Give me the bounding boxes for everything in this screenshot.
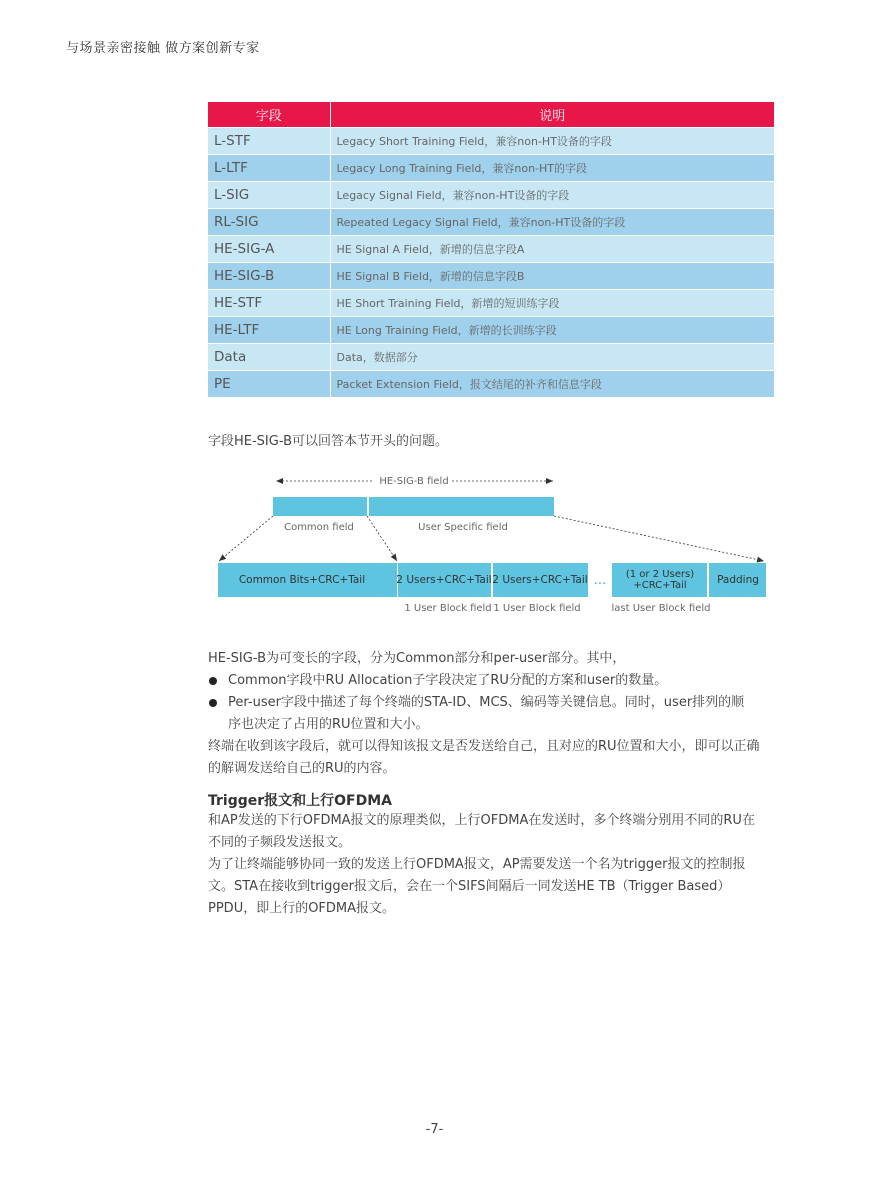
last-user-block-field-label: last User Block field [611, 603, 711, 614]
expand-line-left [219, 516, 273, 561]
padding-label: Padding [717, 574, 759, 586]
field-description: Packet Extension Field，报文结尾的补齐和信息字段 [330, 371, 775, 398]
page-number: -7- [425, 1122, 444, 1137]
ellipsis-mark: ... [593, 573, 607, 588]
user-block-1-label: 2 Users+CRC+Tail [396, 574, 492, 586]
he-sig-b-explanation [208, 648, 778, 780]
bullet-text: Common字段中RU Allocation子字段决定了RU分配的方案和user的数量。 [228, 673, 668, 688]
field-description: HE Long Training Field，新增的长训练字段 [330, 317, 775, 344]
common-field-box [273, 497, 367, 516]
field-name: L-SIG [208, 182, 330, 209]
column-header-field: 字段 [208, 102, 330, 128]
expand-line-middle [367, 516, 397, 561]
user-specific-field-box [369, 497, 554, 516]
field-name: L-LTF [208, 155, 330, 182]
user-block-field-label-2: 1 User Block field [493, 603, 581, 614]
he-sig-b-field-label: HE-SIG-B field [379, 476, 449, 487]
section-title: Trigger报文和上行OFDMA [208, 793, 393, 809]
common-bits-label: Common Bits+CRC+Tail [238, 574, 366, 586]
bullet-item [208, 692, 778, 714]
expand-line-right [554, 516, 764, 561]
last-block-label-line2: +CRC+Tail [633, 580, 687, 591]
bullet-dot-icon [209, 677, 217, 685]
paragraph-line: 和AP发送的下行OFDMA报文的原理类似，上行OFDMA在发送时，多个终端分别用不同的RU在 [208, 813, 755, 828]
field-description: Repeated Legacy Signal Field，兼容non-HT设备的字段 [330, 209, 775, 236]
paragraph-line: PPDU，即上行的OFDMA报文。 [208, 901, 396, 916]
paragraph-line: 文。STA在接收到trigger报文后，会在一个SIFS间隔后一同发送HE TB（Trigger Based） [208, 879, 731, 894]
field-name: HE-STF [208, 290, 330, 317]
intro-paragraph: 字段HE-SIG-B可以回答本节开头的问题。 [208, 434, 448, 449]
field-description: HE Short Training Field，新增的短训练字段 [330, 290, 775, 317]
field-name: HE-SIG-A [208, 236, 330, 263]
paragraph-line: 的解调发送给自己的RU的内容。 [208, 761, 396, 776]
paragraph-line: HE-SIG-B为可变长的字段，分为Common部分和per-user部分。其中， [208, 651, 626, 666]
field-name: HE-SIG-B [208, 263, 330, 290]
paragraph-line: 终端在收到该字段后，就可以得知该报文是否发送给自己，且对应的RU位置和大小，即可以正确 [208, 739, 760, 754]
bullet-text: Per-user字段中描述了每个终端的STA-ID、MCS、编码等关键信息。同时，user排列的顺 [228, 695, 745, 710]
trigger-paragraph [208, 810, 778, 920]
field-description: HE Signal A Field，新增的信息字段A [330, 236, 775, 263]
field-description: Legacy Signal Field，兼容non-HT设备的字段 [330, 182, 775, 209]
field-name: RL-SIG [208, 209, 330, 236]
user-block-2-label: 2 Users+CRC+Tail [492, 574, 588, 586]
field-description: Data，数据部分 [330, 344, 775, 371]
field-name: HE-LTF [208, 317, 330, 344]
paragraph-line: 不同的子频段发送报文。 [208, 835, 352, 850]
bullet-dot-icon [209, 699, 217, 707]
user-specific-field-label: User Specific field [418, 522, 508, 533]
field-name: PE [208, 371, 330, 398]
field-name: Data [208, 344, 330, 371]
field-description: Legacy Long Training Field，兼容non-HT的字段 [330, 155, 775, 182]
page-header: 与场景亲密接触 做方案创新专家 [66, 41, 260, 56]
common-field-label: Common field [284, 522, 354, 533]
bullet-continuation: 序也决定了占用的RU位置和大小。 [228, 717, 429, 732]
field-description: Legacy Short Training Field，兼容non-HT设备的字段 [330, 128, 775, 155]
last-block-label-line1: (1 or 2 Users) [625, 569, 695, 580]
column-header-description: 说明 [330, 102, 775, 128]
field-description: HE Signal B Field，新增的信息字段B [330, 263, 775, 290]
field-name: L-STF [208, 128, 330, 155]
user-block-field-label-1: 1 User Block field [404, 603, 492, 614]
paragraph-line: 为了让终端能够协同一致的发送上行OFDMA报文，AP需要发送一个名为trigger报文的控制报 [208, 857, 746, 872]
bullet-item [208, 670, 778, 692]
